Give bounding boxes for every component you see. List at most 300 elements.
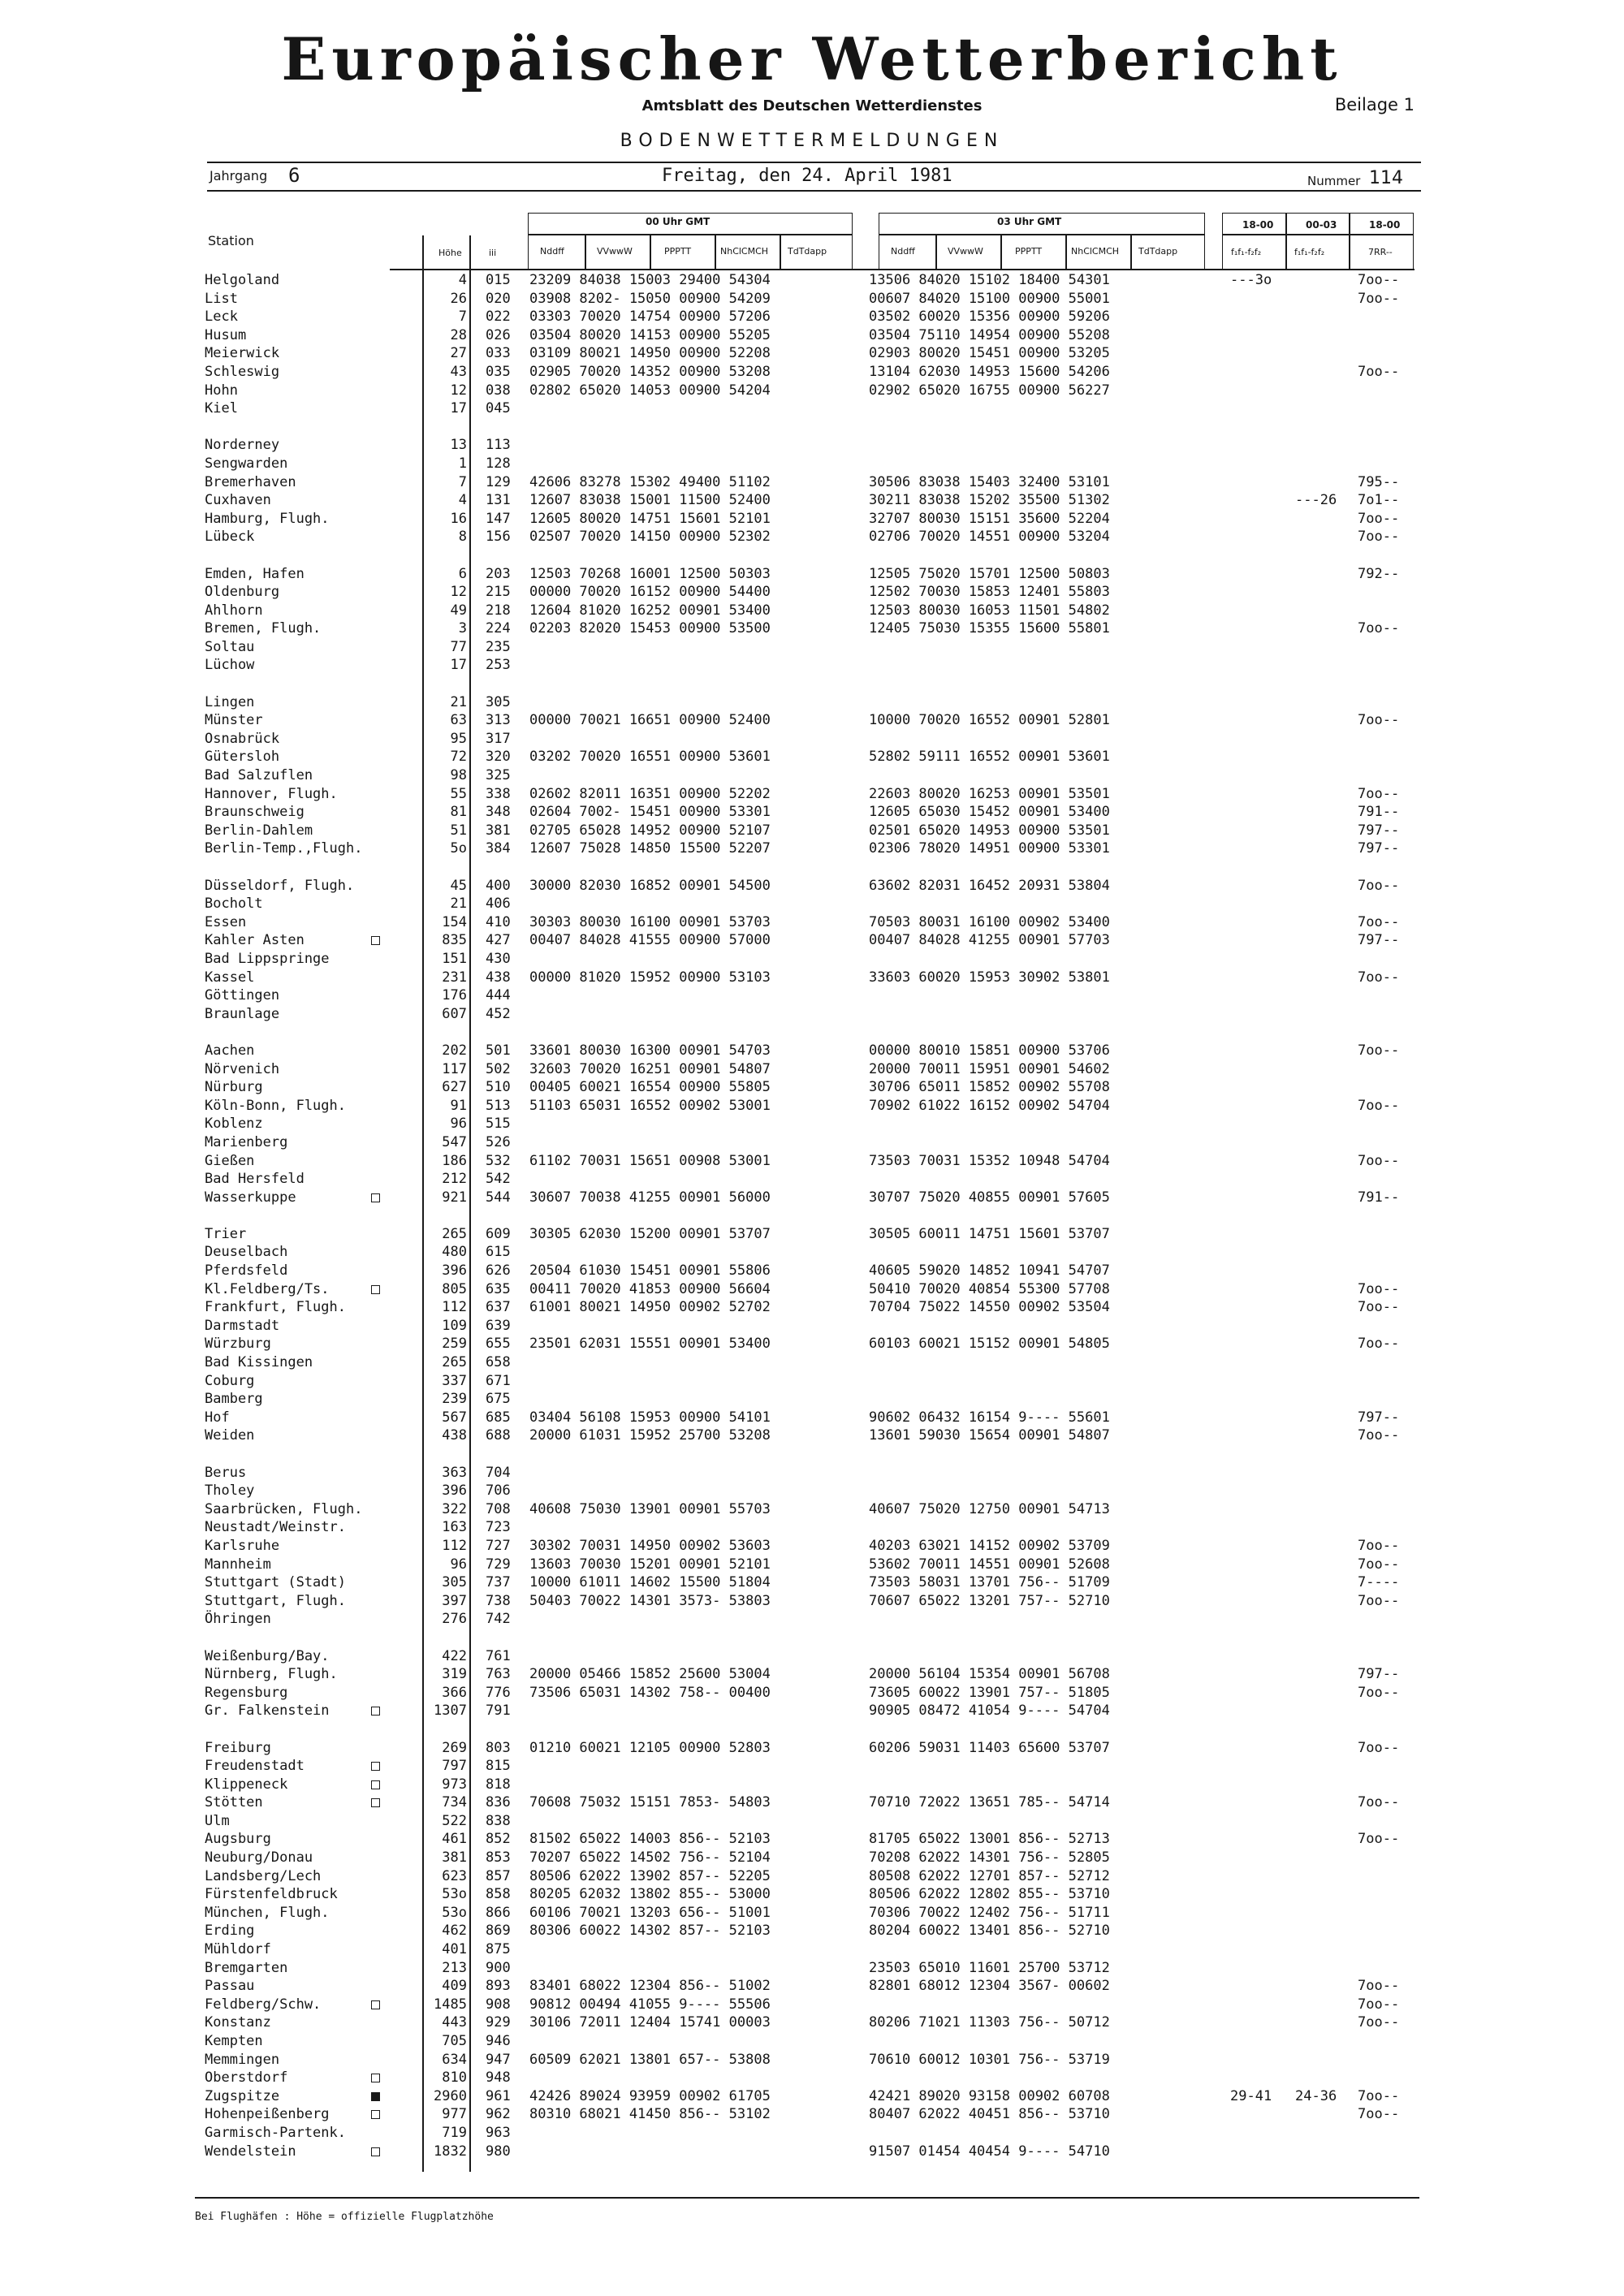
table-row	[0, 2013, 1624, 2032]
station-hoehe: 53o	[442, 1904, 467, 1921]
station-hoehe: 81	[450, 804, 467, 821]
station-name: Tholey	[205, 1482, 255, 1500]
table-row	[0, 2087, 1624, 2106]
station-iii: 131	[486, 492, 511, 509]
station-name: Konstanz	[205, 2014, 271, 2031]
precip-18-00-rr: 7oo--	[1358, 712, 1400, 729]
station-name: Ulm	[205, 1812, 230, 1829]
section-gap	[0, 1206, 1624, 1225]
station-iii: 501	[486, 1042, 511, 1059]
header-bottom-rule	[390, 269, 1415, 270]
station-hoehe: 547	[442, 1133, 467, 1150]
obs-03-groups: 90905 08472 41054 9---- 54704	[869, 1703, 1110, 1720]
obs-03-groups: 70208 62022 14301 756-- 52805	[869, 1849, 1110, 1867]
station-hoehe: 797	[442, 1758, 467, 1775]
precip-sep1	[1285, 213, 1287, 270]
station-name: Feldberg/Schw.	[205, 1996, 322, 2013]
table-row	[0, 1243, 1624, 1262]
station-iii: 406	[486, 896, 511, 913]
obs-03-groups: 30211 83038 15202 35500 51302	[869, 492, 1110, 509]
station-hoehe: 366	[442, 1684, 467, 1701]
station-name: Hohenpeißenberg	[205, 2106, 330, 2123]
obs-03-groups: 80407 62022 40451 856-- 53710	[869, 2106, 1110, 2123]
iii-header: iii	[489, 248, 497, 258]
station-name: Mühldorf	[205, 1941, 271, 1958]
document-subtitle: Amtsblatt des Deutschen Wetterdienstes	[641, 97, 983, 114]
precip-00-03: ---26	[1295, 492, 1337, 509]
station-iii: 761	[486, 1647, 511, 1664]
rule-under-date	[207, 190, 1421, 192]
obs-00-groups: 00405 60021 16554 00900 55805	[529, 1079, 771, 1096]
obs-03-groups: 30506 83038 15403 32400 53101	[869, 473, 1110, 490]
obs-00-groups: 73506 65031 14302 758-- 00400	[529, 1684, 771, 1701]
station-iii: 706	[486, 1482, 511, 1500]
station-iii: 526	[486, 1133, 511, 1150]
mountain-station-box-icon	[371, 2147, 380, 2156]
station-hoehe: 4	[458, 272, 467, 288]
station-name: Trier	[205, 1225, 247, 1242]
obs-03-groups: 20000 56104 15354 00901 56708	[869, 1666, 1110, 1683]
obs-00-groups: 02602 82011 16351 00900 52202	[529, 785, 771, 802]
station-iii: 729	[486, 1556, 511, 1573]
obs-03-groups: 70704 75022 14550 00902 53504	[869, 1299, 1110, 1316]
obs-00-groups: 42426 89024 93959 00902 61705	[529, 2087, 771, 2104]
table-row	[0, 1684, 1624, 1703]
station-hoehe: 607	[442, 1005, 467, 1022]
precip-18-00-rr: 7oo--	[1358, 969, 1400, 986]
station-name: Berus	[205, 1464, 247, 1481]
obs-00-groups: 02604 7002- 15451 00900 53301	[529, 804, 771, 821]
station-iii: 338	[486, 785, 511, 802]
obs-03-groups: 02706 70020 14551 00900 53204	[869, 529, 1110, 546]
station-iii: 671	[486, 1372, 511, 1389]
g03-vvwwW: VVwwW	[948, 246, 983, 257]
obs-03-groups: 80204 60022 13401 856-- 52710	[869, 1923, 1110, 1940]
precip-18-00: ---3o	[1230, 272, 1272, 288]
g00-ppptt: PPPTT	[664, 246, 692, 257]
obs-00-groups: 20000 61031 15952 25700 53208	[529, 1427, 771, 1444]
precip-18-00-rr: 7oo--	[1358, 1280, 1400, 1297]
obs-00-groups: 02507 70020 14150 00900 52302	[529, 529, 771, 546]
station-hoehe: 381	[442, 1849, 467, 1867]
station-name: Memmingen	[205, 2051, 280, 2068]
obs-00-groups: 20504 61030 15451 00901 55806	[529, 1262, 771, 1280]
obs-03-groups: 12505 75020 15701 12500 50803	[869, 565, 1110, 582]
precip-18-00-rr: 7oo--	[1358, 363, 1400, 380]
precip-18-00-rr: 7oo--	[1358, 1336, 1400, 1353]
station-iii: 348	[486, 804, 511, 821]
g00-sep4	[780, 234, 781, 270]
station-iii: 858	[486, 1886, 511, 1903]
station-iii: 224	[486, 620, 511, 637]
precip-18-00-rr: 7oo--	[1358, 1299, 1400, 1316]
station-iii: 738	[486, 1592, 511, 1609]
table-row	[0, 1940, 1624, 1959]
station-name: Klippeneck	[205, 1776, 288, 1793]
station-iii: 381	[486, 822, 511, 839]
section-gap	[0, 418, 1624, 437]
station-hoehe: 186	[442, 1152, 467, 1169]
table-row	[0, 693, 1624, 712]
station-name: Soltau	[205, 638, 255, 655]
obs-00-groups: 23209 84038 15003 29400 54304	[529, 272, 771, 288]
station-name: Erding	[205, 1923, 255, 1940]
table-row	[0, 1904, 1624, 1923]
station-iii: 253	[486, 657, 511, 674]
obs-03-groups: 80508 62022 12701 857-- 52712	[869, 1867, 1110, 1884]
precip-18-00-rr: 797--	[1358, 1409, 1400, 1426]
obs-00-groups: 02203 82020 15453 00900 53500	[529, 620, 771, 637]
col18b-sub: 7RR--	[1368, 247, 1393, 257]
table-row	[0, 877, 1624, 896]
obs-00-groups: 33601 80030 16300 00901 54703	[529, 1042, 771, 1059]
obs-03-groups: 10000 70020 16552 00901 52801	[869, 712, 1110, 729]
station-hoehe: 27	[450, 345, 467, 362]
station-name: Köln-Bonn, Flugh.	[205, 1097, 346, 1114]
station-iii: 723	[486, 1519, 511, 1536]
station-iii: 803	[486, 1739, 511, 1756]
station-iii: 544	[486, 1189, 511, 1206]
obs-00-groups: 03404 56108 15953 00900 54101	[529, 1409, 771, 1426]
station-iii: 515	[486, 1116, 511, 1133]
table-row	[0, 986, 1624, 1005]
station-hoehe: 921	[442, 1189, 467, 1206]
precip-18-00-rr: 795--	[1358, 473, 1400, 490]
obs-03-groups: 20000 70011 15951 00901 54602	[869, 1060, 1110, 1077]
station-name: Münster	[205, 712, 263, 729]
station-name: Bad Kissingen	[205, 1354, 313, 1371]
station-hoehe: 409	[442, 1978, 467, 1995]
station-hoehe: 7	[458, 473, 467, 490]
precip-18-00-rr: 7oo--	[1358, 785, 1400, 802]
station-name: Stuttgart (Stadt)	[205, 1574, 346, 1591]
table-row	[0, 1409, 1624, 1427]
obs-00-groups: 00000 81020 15952 00900 53103	[529, 969, 771, 986]
obs-00-groups: 00000 70020 16152 00900 54400	[529, 584, 771, 601]
obs-00-groups: 51103 65031 16552 00902 53001	[529, 1097, 771, 1114]
document-title: Europäischer Wetterbericht	[281, 24, 1343, 93]
precip-18-00-rr: 7oo--	[1358, 290, 1400, 307]
table-row	[0, 326, 1624, 345]
station-name: Aachen	[205, 1042, 255, 1059]
station-iii: 836	[486, 1794, 511, 1811]
station-hoehe: 522	[442, 1812, 467, 1829]
obs-00-groups: 60509 62021 13801 657-- 53808	[529, 2051, 771, 2068]
station-name: Meierwick	[205, 345, 280, 362]
station-hoehe: 1832	[434, 2143, 467, 2160]
station-name: Garmisch-Partenk.	[205, 2124, 346, 2141]
precip-18-00-rr: 7oo--	[1358, 620, 1400, 637]
mountain-station-box-icon	[371, 936, 380, 945]
station-hoehe: 719	[442, 2124, 467, 2141]
obs-00-groups: 80205 62032 13802 855-- 53000	[529, 1886, 771, 1903]
col0003-sub: f₁f₁-f₂f₂	[1294, 247, 1325, 257]
precip-18-00-rr: 7oo--	[1358, 1996, 1400, 2013]
station-name: Pferdsfeld	[205, 1262, 288, 1280]
station-name: Gießen	[205, 1152, 255, 1169]
table-row	[0, 1115, 1624, 1133]
table-row	[0, 1317, 1624, 1336]
station-iii: 852	[486, 1831, 511, 1848]
station-iii: 737	[486, 1574, 511, 1591]
station-hoehe: 231	[442, 969, 467, 986]
table-row	[0, 2143, 1624, 2161]
station-hoehe: 265	[442, 1354, 467, 1371]
station-iii: 655	[486, 1336, 511, 1353]
station-hoehe: 16	[450, 510, 467, 527]
station-name: Passau	[205, 1978, 255, 1995]
precip-sep2	[1349, 213, 1350, 270]
station-hoehe: 422	[442, 1647, 467, 1664]
g00-sep3	[715, 234, 716, 270]
station-iii: 947	[486, 2051, 511, 2068]
table-row	[0, 1647, 1624, 1666]
station-iii: 022	[486, 309, 511, 326]
obs-03-groups: 70610 60012 10301 756-- 53719	[869, 2051, 1110, 2068]
station-iii: 609	[486, 1225, 511, 1242]
station-hoehe: 17	[450, 400, 467, 417]
table-row	[0, 1189, 1624, 1207]
station-name: Husum	[205, 326, 247, 343]
table-row	[0, 895, 1624, 913]
station-hoehe: 337	[442, 1372, 467, 1389]
station-hoehe: 1485	[434, 1996, 467, 2013]
station-name: Gütersloh	[205, 749, 280, 766]
obs-00-groups: 81502 65022 14003 856-- 52103	[529, 1831, 771, 1848]
obs-00-groups: 90812 00494 41055 9---- 55506	[529, 1996, 771, 2013]
obs-03-groups: 12502 70030 15853 12401 55803	[869, 584, 1110, 601]
col18a-sub: f₁f₁-f₂f₂	[1231, 247, 1262, 257]
table-row	[0, 1170, 1624, 1189]
station-name: Nürnberg, Flugh.	[205, 1666, 338, 1683]
station-iii: 908	[486, 1996, 511, 2013]
obs-00-groups: 03109 80021 14950 00900 52208	[529, 345, 771, 362]
group00-header: 00 Uhr GMT	[646, 216, 710, 227]
section-gap	[0, 546, 1624, 565]
station-hoehe: 7	[458, 309, 467, 326]
station-iii: 685	[486, 1409, 511, 1426]
g03-sep3	[1065, 234, 1067, 270]
g03-sep2	[1000, 234, 1002, 270]
obs-00-groups: 60106 70021 13203 656-- 51001	[529, 1904, 771, 1921]
obs-03-groups: 53602 70011 14551 00901 52608	[869, 1556, 1110, 1573]
station-iii: 838	[486, 1812, 511, 1829]
precip-18-00-rr: 7oo--	[1358, 272, 1400, 288]
table-row	[0, 455, 1624, 473]
obs-03-groups: 70607 65022 13201 757-- 52710	[869, 1592, 1110, 1609]
table-row	[0, 1996, 1624, 2014]
table-row	[0, 491, 1624, 510]
section-title: BODENWETTERMELDUNGEN	[620, 131, 1004, 151]
precip-18-00-rr: 7oo--	[1358, 1537, 1400, 1554]
station-hoehe: 810	[442, 2069, 467, 2087]
table-row	[0, 1097, 1624, 1116]
station-hoehe: 977	[442, 2106, 467, 2123]
station-iii: 776	[486, 1684, 511, 1701]
precip-18-00-rr: 7oo--	[1358, 1556, 1400, 1573]
table-row	[0, 1500, 1624, 1519]
station-hoehe: 154	[442, 913, 467, 930]
station-hoehe: 4	[458, 492, 467, 509]
station-iii: 317	[486, 730, 511, 747]
obs-03-groups: 12405 75030 15355 15600 55801	[869, 620, 1110, 637]
station-name: Marienberg	[205, 1133, 288, 1150]
station-name: Koblenz	[205, 1116, 263, 1133]
obs-03-groups: 70306 70022 12402 756-- 51711	[869, 1904, 1110, 1921]
station-name: Düsseldorf, Flugh.	[205, 877, 355, 894]
table-row	[0, 785, 1624, 804]
station-iii: 639	[486, 1317, 511, 1334]
obs-00-groups: 00407 84028 41555 00900 57000	[529, 932, 771, 949]
g03-tdt: TdTdapp	[1138, 246, 1178, 257]
table-row	[0, 1042, 1624, 1060]
table-row	[0, 913, 1624, 932]
station-hoehe: 239	[442, 1391, 467, 1408]
precip-18-00-rr: 797--	[1358, 932, 1400, 949]
obs-03-groups: 40605 59020 14852 10941 54707	[869, 1262, 1110, 1280]
station-iii: 532	[486, 1152, 511, 1169]
station-name: Stötten	[205, 1794, 263, 1811]
obs-03-groups: 70503 80031 16100 00902 53400	[869, 913, 1110, 930]
station-name: Lingen	[205, 693, 255, 710]
station-hoehe: 363	[442, 1464, 467, 1481]
station-name: Helgoland	[205, 272, 280, 288]
station-iii: 113	[486, 437, 511, 454]
station-iii: 893	[486, 1978, 511, 1995]
station-iii: 156	[486, 529, 511, 546]
station-name: Frankfurt, Flugh.	[205, 1299, 346, 1316]
table-row	[0, 1518, 1624, 1537]
station-name: Bad Lippspringe	[205, 950, 330, 967]
precip-18-00-rr: 7o1--	[1358, 492, 1400, 509]
station-name: Darmstadt	[205, 1317, 280, 1334]
obs-03-groups: 40607 75020 12750 00901 54713	[869, 1500, 1110, 1517]
mountain-station-box-icon	[371, 1780, 380, 1789]
obs-03-groups: 52802 59111 16552 00901 53601	[869, 749, 1110, 766]
obs-03-groups: 91507 01454 40454 9---- 54710	[869, 2143, 1110, 2160]
station-iii: 203	[486, 565, 511, 582]
table-row	[0, 1922, 1624, 1940]
station-hoehe: 117	[442, 1060, 467, 1077]
table-row	[0, 1592, 1624, 1611]
g00-sep2	[650, 234, 651, 270]
station-hoehe: 43	[450, 363, 467, 380]
obs-00-groups: 80506 62022 13902 857-- 52205	[529, 1867, 771, 1884]
precip-18-00-rr: 7oo--	[1358, 877, 1400, 894]
station-iii: 313	[486, 712, 511, 729]
precip-18-00-rr: 7oo--	[1358, 1794, 1400, 1811]
station-iii: 444	[486, 987, 511, 1004]
station-hoehe: 53o	[442, 1886, 467, 1903]
station-iii: 513	[486, 1097, 511, 1114]
table-row	[0, 583, 1624, 602]
station-name: Stuttgart, Flugh.	[205, 1592, 346, 1609]
station-iii: 147	[486, 510, 511, 527]
station-hoehe: 21	[450, 896, 467, 913]
obs-03-groups: 00607 84020 15100 00900 55001	[869, 290, 1110, 307]
station-hoehe: 28	[450, 326, 467, 343]
obs-00-groups: 30607 70038 41255 00901 56000	[529, 1189, 771, 1206]
station-iii: 900	[486, 1959, 511, 1976]
obs-03-groups: 80506 62022 12802 855-- 53710	[869, 1886, 1110, 1903]
section-gap	[0, 858, 1624, 877]
obs-00-groups: 32603 70020 16251 00901 54807	[529, 1060, 771, 1077]
station-name: Kassel	[205, 969, 255, 986]
station-name: Lüchow	[205, 657, 255, 674]
g00-sep1	[585, 234, 586, 270]
nummer-value: 114	[1369, 168, 1403, 188]
obs-03-groups: 30505 60011 14751 15601 53707	[869, 1225, 1110, 1242]
table-row	[0, 822, 1624, 840]
station-iii: 510	[486, 1079, 511, 1096]
table-row	[0, 1225, 1624, 1244]
station-iii: 410	[486, 913, 511, 930]
station-hoehe: 634	[442, 2051, 467, 2068]
station-iii: 637	[486, 1299, 511, 1316]
station-name: Kempten	[205, 2033, 263, 2049]
obs-00-groups: 01210 60021 12105 00900 52803	[529, 1739, 771, 1756]
obs-03-groups: 42421 89020 93158 00902 60708	[869, 2087, 1110, 2104]
section-gap	[0, 1720, 1624, 1739]
station-hoehe: 397	[442, 1592, 467, 1609]
obs-00-groups: 20000 05466 15852 25600 53004	[529, 1666, 771, 1683]
station-hoehe: 623	[442, 1867, 467, 1884]
precip-18-00-rr: 7oo--	[1358, 1684, 1400, 1701]
precip-divider	[1222, 234, 1414, 235]
obs-00-groups: 42606 83278 15302 49400 51102	[529, 473, 771, 490]
precip-18-00-rr: 7oo--	[1358, 1427, 1400, 1444]
station-name: Bremgarten	[205, 1959, 288, 1976]
station-hoehe: 705	[442, 2033, 467, 2049]
hoehe-header: Höhe	[438, 248, 462, 258]
station-iii: 384	[486, 840, 511, 857]
obs-03-groups: 12503 80030 16053 11501 54802	[869, 602, 1110, 619]
precip-18-00-rr: 7oo--	[1358, 1592, 1400, 1609]
mountain-station-box-icon	[371, 1193, 380, 1202]
table-row	[0, 969, 1624, 987]
col18a-header: 18-00	[1242, 219, 1274, 231]
obs-00-groups: 40608 75030 13901 00901 55703	[529, 1500, 771, 1517]
station-iii: 452	[486, 1005, 511, 1022]
precip-18-00-rr: 7oo--	[1358, 2014, 1400, 2031]
table-row	[0, 363, 1624, 382]
station-name: Leck	[205, 309, 238, 326]
station-name: Regensburg	[205, 1684, 288, 1701]
station-hoehe: 265	[442, 1225, 467, 1242]
obs-00-groups: 83401 68022 12304 856-- 51002	[529, 1978, 771, 1995]
rule-bottom	[195, 2197, 1419, 2199]
station-name: Nürburg	[205, 1079, 263, 1096]
station-name: Kahler Asten	[205, 932, 304, 949]
station-hoehe: 2960	[434, 2087, 467, 2104]
station-name: Öhringen	[205, 1611, 271, 1628]
station-iii: 033	[486, 345, 511, 362]
obs-00-groups: 03303 70020 14754 00900 57206	[529, 309, 771, 326]
station-name: List	[205, 290, 238, 307]
station-iii: 020	[486, 290, 511, 307]
obs-00-groups: 12607 75028 14850 15500 52207	[529, 840, 771, 857]
station-iii: 502	[486, 1060, 511, 1077]
station-hoehe: 55	[450, 785, 467, 802]
obs-00-groups: 80310 68021 41450 856-- 53102	[529, 2106, 771, 2123]
station-hoehe: 443	[442, 2014, 467, 2031]
obs-00-groups: 02705 65028 14952 00900 52107	[529, 822, 771, 839]
table-row	[0, 1390, 1624, 1409]
table-row	[0, 2124, 1624, 2143]
station-hoehe: 12	[450, 584, 467, 601]
station-hoehe: 3	[458, 620, 467, 637]
obs-00-groups: 10000 61011 14602 15500 51804	[529, 1574, 771, 1591]
